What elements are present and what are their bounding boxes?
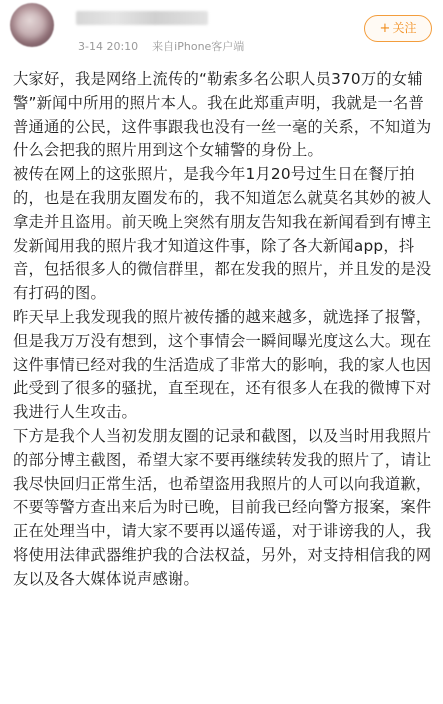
username-redacted[interactable] — [76, 11, 208, 25]
post-paragraph: 被传在网上的这张照片，是我今年1月20号过生日在餐厅拍的，也是在我朋友圈发布的，我不知道怎么就莫名其妙的被人拿走并且盗用。前天晚上突然有朋友告知我在新闻看到有博主发新闻用我的照片我才知道这件事，除了各大新闻app，抖音，包括很多人的微信群里，都在发我的照片，并且发的是没有打码的图。 — [13, 165, 432, 303]
post-paragraph: 大家好，我是网络上流传的“勒索多名公职人员370万的女辅警”新闻中所用的照片本人。我在此郑重声明，我就是一名普普通通的公民，这件事跟我也没有一丝一毫的关系，不知道为什么会把我的照片用到这个女辅警的身份上。 — [13, 70, 432, 160]
post-paragraph: 下方是我个人当初发朋友圈的记录和截图，以及当时用我照片的部分博主截图，希望大家不要再继续转发我的照片了，请让我尽快回归正常生活，也希望盗用我照片的人可以向我道歉，不要等警方查出来后为时已晚，目前我已经向警方报案，案件正在处理当中，请大家不要再以遥传遥，对于诽谤我的人，我将使用法律武器维护我的合法权益，另外，对支持相信我的网友以及各大媒体说声感谢。 — [13, 426, 432, 588]
plus-icon: + — [379, 21, 391, 36]
post-meta — [78, 38, 244, 54]
follow-button[interactable] — [364, 15, 432, 42]
follow-label: 关注 — [392, 21, 417, 35]
post-date: 3-14 20:10 — [78, 40, 139, 53]
post-paragraph: 昨天早上我发现我的照片被传播的越来越多，就选择了报警，但是我万万没有想到，这个事情会一瞬间曝光度这么大。现在这件事情已经对我的生活造成了非常大的影响，我的家人也因此受到了很多的骚扰，直至现在，还有很多人在我的微博下对我进行人生攻击。 — [13, 307, 432, 422]
avatar[interactable] — [10, 3, 54, 47]
post-header — [0, 0, 443, 62]
post-source: 来自iPhone客户端 — [152, 40, 245, 53]
post-body — [13, 68, 434, 592]
